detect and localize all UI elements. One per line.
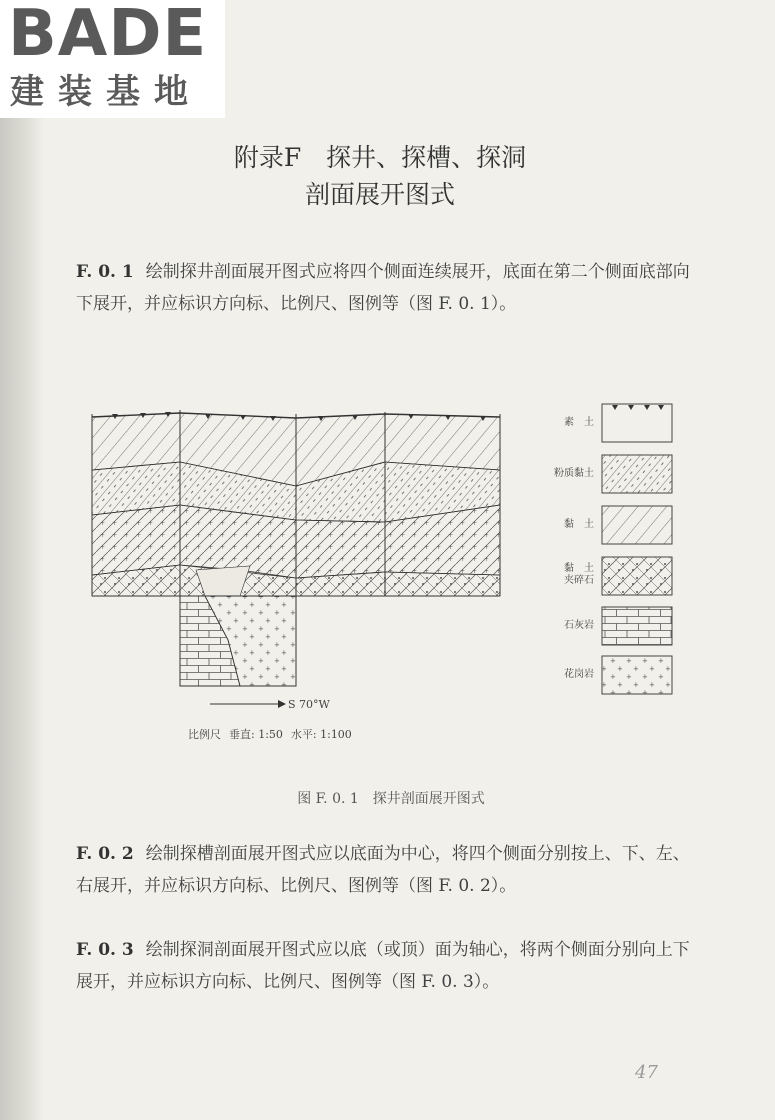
legend <box>602 404 672 694</box>
direction-arrow <box>210 700 286 708</box>
legend-swatch-fill-soil <box>602 404 672 442</box>
section-text: 绘制探槽剖面展开图式应以底面为中心，将四个侧面分别按上、下、左、右展开，并应标识方向标、比例尺、图例等（图 F. 0. 2）。 <box>76 844 690 896</box>
scale-bar-text <box>188 726 360 742</box>
appendix-title-line1: 附录F 探井、探槽、探洞 <box>233 143 527 172</box>
legend-swatch-clay <box>602 506 672 544</box>
section-f02 <box>76 838 706 902</box>
section-text: 绘制探洞剖面展开图式应以底（或顶）面为轴心，将两个侧面分别向上下展开，并应标识方向标、比例尺、图例等（图 F. 0. 3）。 <box>76 940 690 992</box>
legend-label-clay-gravel: 黏 土 夹碎石 <box>564 563 594 586</box>
legend-swatch-silty-clay <box>602 455 672 493</box>
appendix-title-line2: 剖面展开图式 <box>304 180 455 209</box>
scale-horizontal: 水平: 1:100 <box>290 728 352 741</box>
legend-swatch-granite <box>602 656 672 694</box>
legend-label-limestone: 石灰岩 <box>564 620 594 631</box>
legend-label-granite: 花岗岩 <box>564 669 594 680</box>
scale-label: 比例尺 <box>188 728 221 741</box>
legend-swatch-limestone <box>602 607 672 645</box>
logo-wordmark: BADE <box>8 0 208 71</box>
section-number: F. 0. 3 <box>76 940 134 960</box>
profile-panels <box>92 410 500 596</box>
section-number: F. 0. 2 <box>76 844 134 864</box>
legend-label-fill-soil: 素 土 <box>564 417 594 428</box>
legend-swatch-clay-gravel <box>602 557 672 595</box>
direction-label: S 70°W <box>288 698 330 711</box>
section-f03 <box>76 934 706 998</box>
figure-caption: 图 F. 0. 1 探井剖面展开图式 <box>297 791 485 807</box>
logo-subtitle: 建装基地 <box>10 72 202 112</box>
legend-label-silty-clay: 粉质黏土 <box>554 468 594 479</box>
legend-label-clay: 黏 土 <box>564 519 594 530</box>
scale-vertical: 垂直: 1:50 <box>229 728 283 741</box>
section-number: F. 0. 1 <box>76 262 134 282</box>
section-text: 绘制探井剖面展开图式应将四个侧面连续展开，底面在第二个侧面底部向下展开，并应标识方向标、比例尺、图例等（图 F. 0. 1）。 <box>76 262 690 314</box>
page-number: 47 <box>635 1062 658 1083</box>
